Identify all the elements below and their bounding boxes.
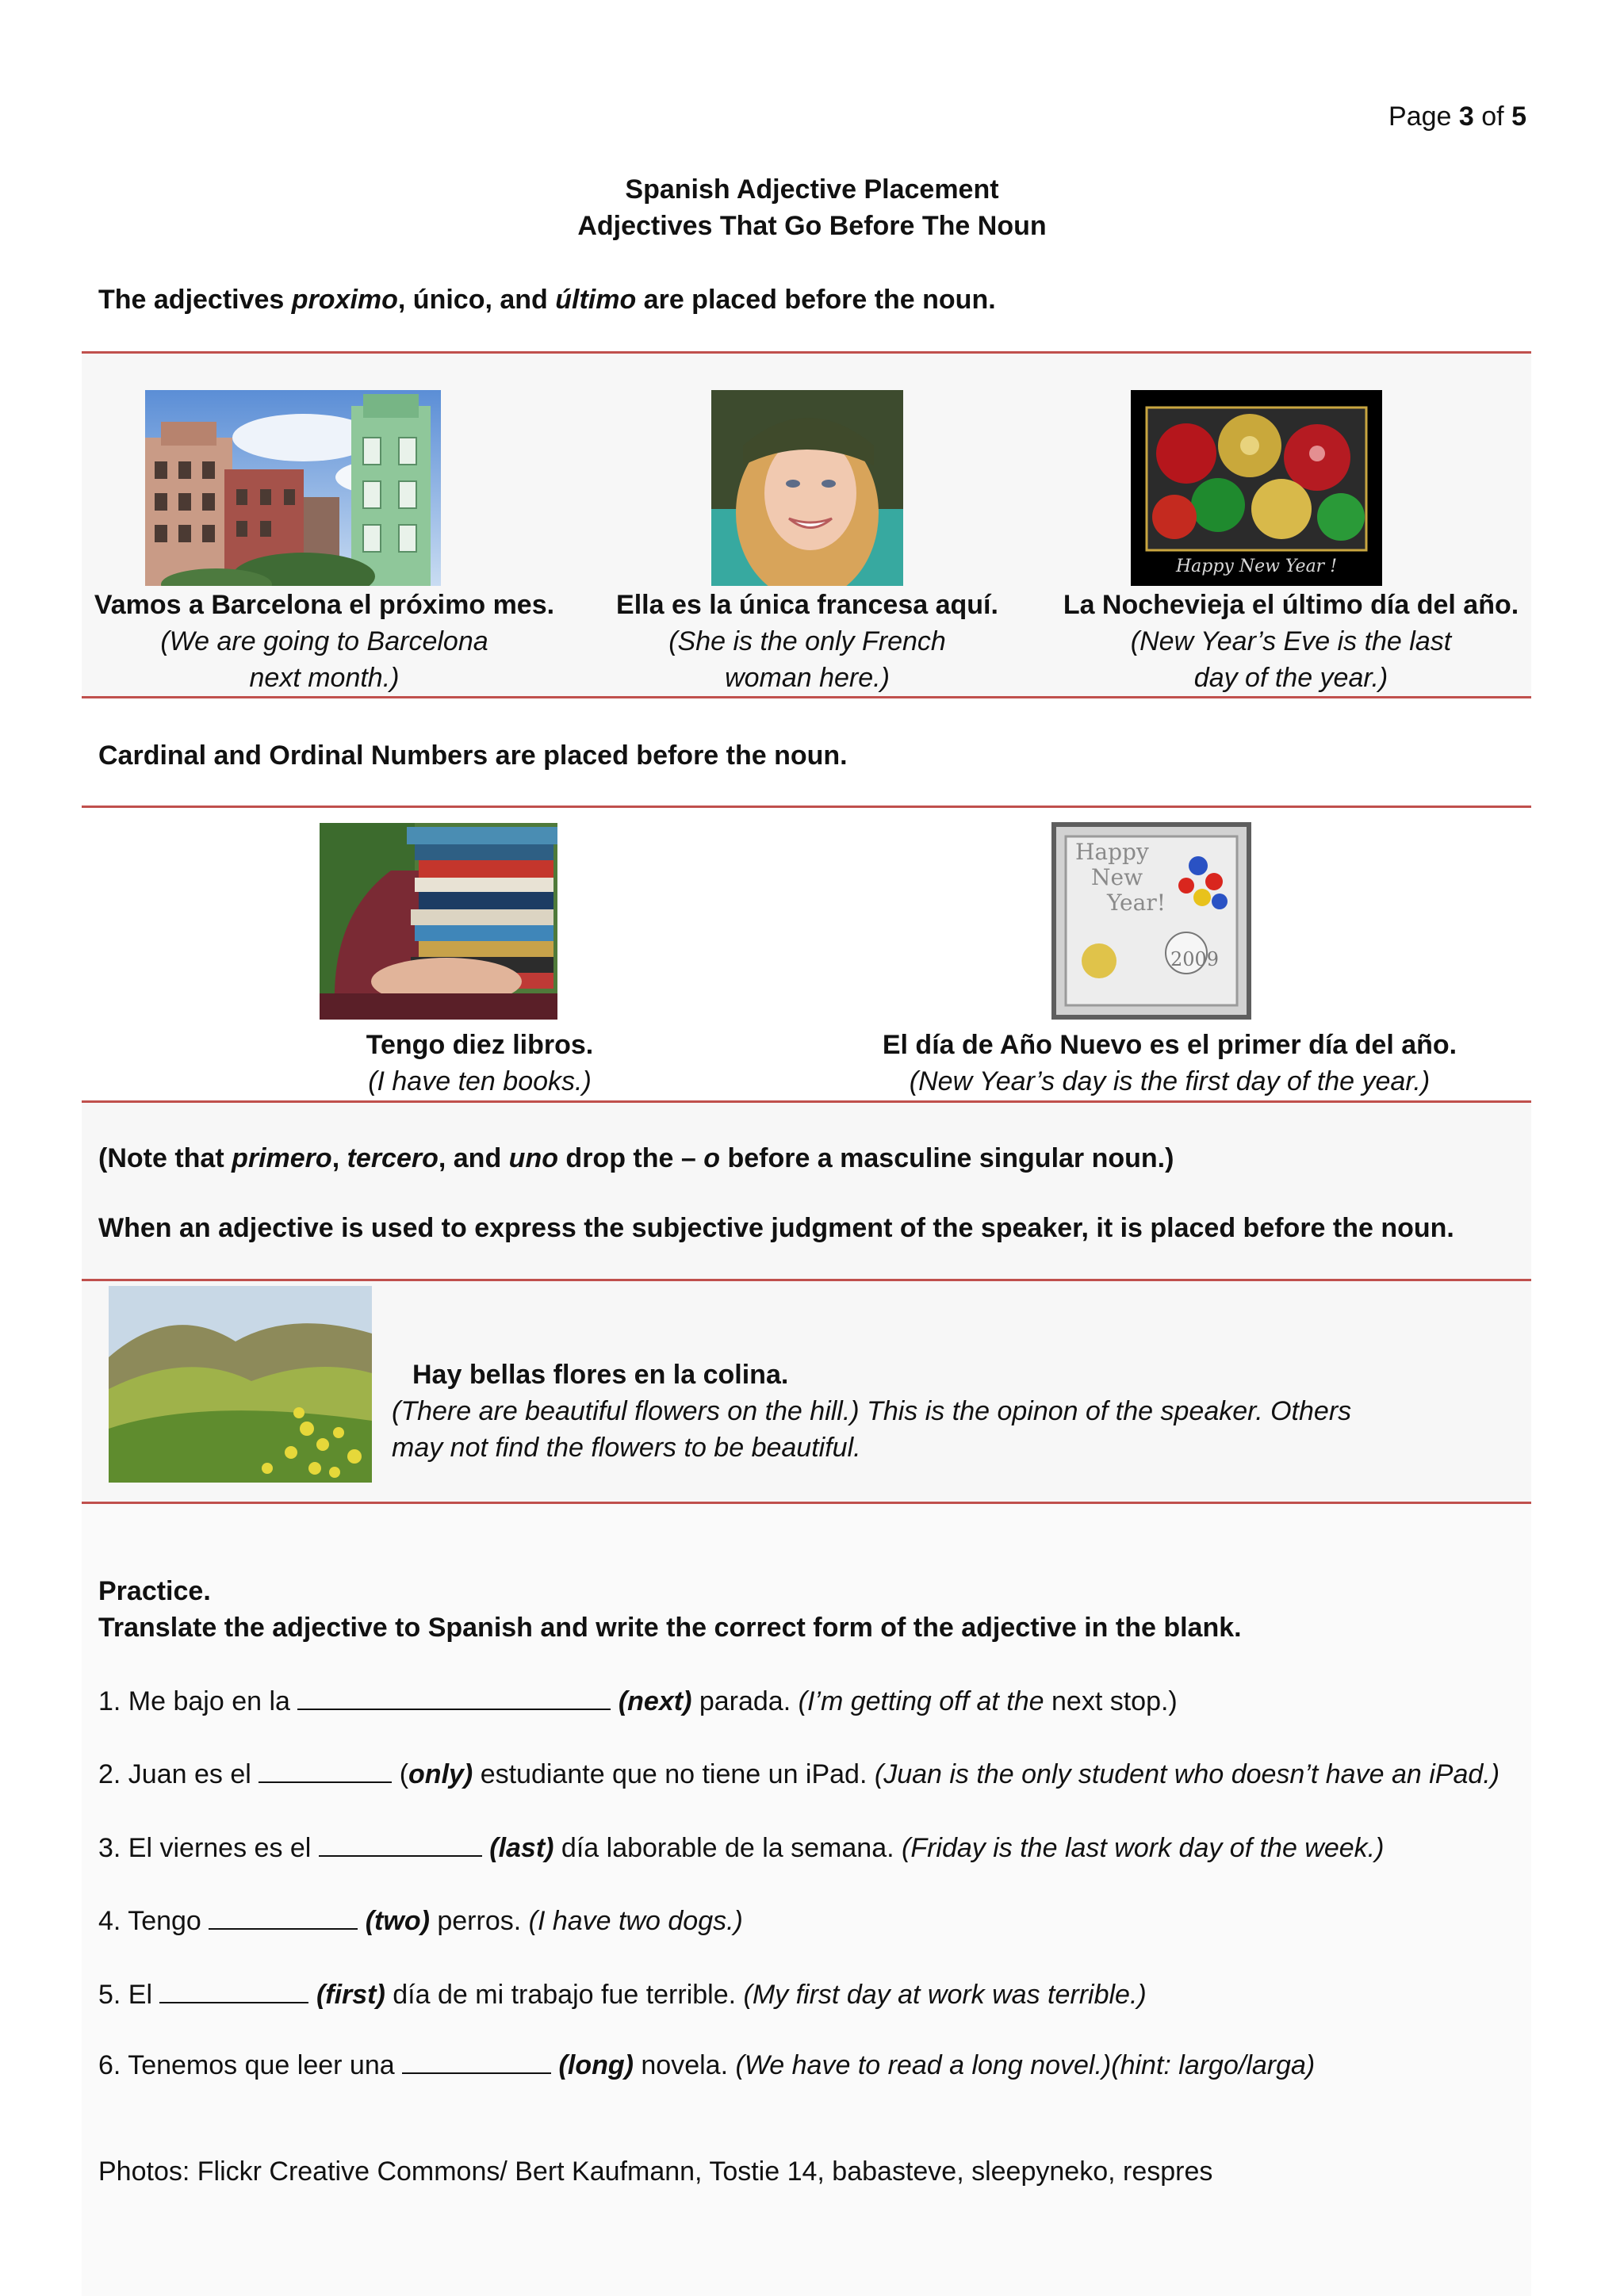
answer-blank-1[interactable]	[297, 1685, 611, 1710]
section3-english-line1: (There are beautiful flowers on the hill.) This is the opinon of the speaker. Others	[392, 1396, 1352, 1426]
section3-english-line2: may not find the flowers to be beautiful.	[392, 1433, 861, 1463]
caption-nochevieja: La Nochevieja el último día del año. (New Year’s Eve is the last day of the year.)	[1063, 590, 1519, 693]
caption-ano-nuevo: El día de Año Nuevo es el primer día del año. (New Year’s day is the first day of the year.)	[882, 1030, 1457, 1096]
practice-question-5: 5. El (first) día de mi trabajo fue terrible. (My first day at work was terrible.)	[98, 1980, 1147, 2010]
practice-title: Practice.	[98, 1576, 211, 1606]
card-year: 2009	[1170, 948, 1220, 970]
books-stack-photo	[320, 823, 557, 1020]
section1-intro: The adjectives proximo, único, and último are placed before the noun.	[98, 285, 996, 315]
flowers-hill-photo	[109, 1286, 372, 1483]
happy-new-year-card-photo	[1051, 822, 1251, 1020]
practice-question-4: 4. Tengo (two) perros. (I have two dogs.)	[98, 1906, 743, 1936]
answer-blank-3[interactable]	[319, 1831, 482, 1857]
section2-heading: Cardinal and Ordinal Numbers are placed before the noun.	[98, 740, 848, 771]
answer-blank-6[interactable]	[402, 2049, 551, 2074]
practice-question-1: 1. Me bajo en la (next) parada. (I’m getting off at the next stop.)	[98, 1686, 1178, 1716]
answer-blank-5[interactable]	[159, 1978, 308, 2003]
barcelona-buildings-photo	[145, 390, 441, 586]
practice-question-2: 2. Juan es el (only) estudiante que no tiene un iPad. (Juan is the only student who doesn’t have an iPad.)	[98, 1759, 1500, 1789]
section3-spanish: Hay bellas flores en la colina.	[412, 1360, 789, 1390]
section3-heading: When an adjective is used to express the subjective judgment of the speaker, it is placed before the noun.	[98, 1213, 1454, 1243]
answer-blank-2[interactable]	[259, 1758, 392, 1783]
card-text: Happy New Year!	[1075, 839, 1166, 916]
christmas-ornaments-photo	[1131, 390, 1382, 586]
practice-instructions: Translate the adjective to Spanish and write the correct form of the adjective in the blank.	[98, 1613, 1242, 1643]
page-number: Page 3 of 5	[1388, 101, 1526, 132]
page-title: Spanish Adjective Placement Adjectives That Go Before The Noun	[577, 174, 1047, 241]
ornament-caption: Happy New Year !	[1175, 557, 1338, 576]
caption-barcelona: Vamos a Barcelona el próximo mes. (We are going to Barcelona next month.)	[94, 590, 555, 693]
answer-blank-4[interactable]	[209, 1904, 358, 1930]
practice-question-3: 3. El viernes es el (last) día laborable de la semana. (Friday is the last work day of the week.)	[98, 1833, 1385, 1863]
caption-francesa: Ella es la única francesa aquí. (She is the only French woman here.)	[616, 590, 998, 693]
caption-libros: Tengo diez libros. (I have ten books.)	[366, 1030, 594, 1096]
practice-question-6: 6. Tenemos que leer una (long) novela. (We have to read a long novel.)(hint: largo/larga)	[98, 2050, 1316, 2080]
note-panel	[82, 1103, 1531, 1279]
section-divider	[82, 806, 1531, 808]
note-text: (Note that primero, tercero, and uno drop the – o before a masculine singular noun.)	[98, 1143, 1174, 1173]
section-divider	[82, 696, 1531, 698]
photo-credits: Photos: Flickr Creative Commons/ Bert Kaufmann, Tostie 14, babasteve, sleepyneko, respres	[98, 2156, 1213, 2187]
woman-portrait-photo	[711, 390, 903, 586]
